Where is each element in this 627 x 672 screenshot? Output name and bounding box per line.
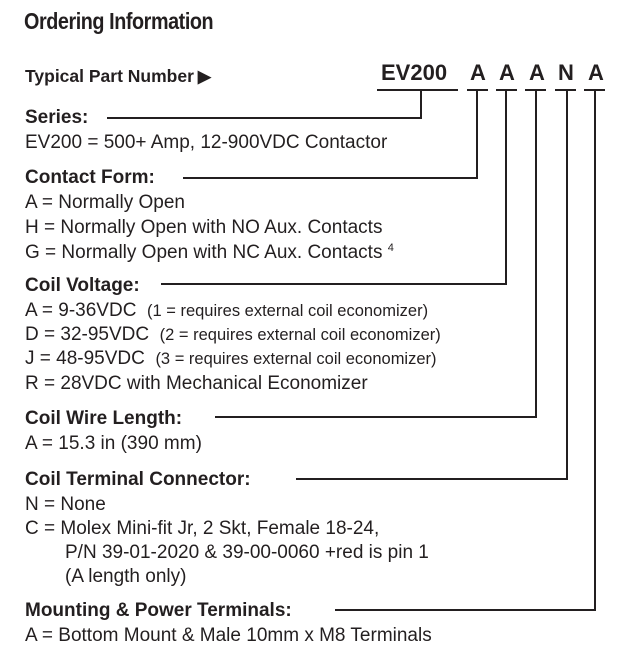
leader-series (108, 90, 421, 118)
coil-voltage-option-a-value: A = 9-36VDC (25, 300, 137, 321)
part-number-code-contact-form: A (470, 60, 486, 85)
coil-terminal-connector-option-c-part-numbers: P/N 39-01-2020 & 39-00-0060 +red is pin 1 (65, 542, 429, 563)
leader-coil-wire-length (216, 90, 536, 417)
typical-part-number-text: Typical Part Number (25, 66, 194, 86)
coil-voltage-option-a-note: (1 = requires external coil economizer) (146, 302, 429, 320)
coil-voltage-option-d-value: D = 32-95VDC (25, 324, 150, 345)
coil-voltage-heading: Coil Voltage: (25, 275, 140, 296)
part-number-code-coil-wire-length: A (529, 60, 545, 85)
footnote-marker: 4 (387, 242, 394, 254)
part-number-code-coil-voltage: A (499, 60, 515, 85)
contact-form-option-h: H = Normally Open with NO Aux. Contacts (25, 217, 383, 238)
contact-form-heading: Contact Form: (25, 167, 155, 188)
leader-mounting-power-terminals (336, 90, 595, 610)
coil-voltage-option-j-value: J = 48-95VDC (25, 348, 145, 369)
part-number-series: EV200 (381, 60, 448, 85)
coil-wire-length-heading: Coil Wire Length: (25, 408, 183, 429)
contact-form-option-a: A = Normally Open (25, 192, 185, 213)
leader-coil-voltage (162, 90, 506, 284)
leader-contact-form (184, 90, 477, 178)
coil-voltage-option-r-value: R = 28VDC with Mechanical Economizer (25, 373, 368, 394)
contact-form-option-g-text: G = Normally Open with NC Aux. Contacts (25, 242, 383, 263)
mounting-power-terminals-heading: Mounting & Power Terminals: (25, 600, 292, 621)
part-number-code-coil-terminal-connector: N (558, 60, 574, 85)
coil-terminal-connector-option-c-note: (A length only) (65, 566, 187, 587)
series-heading: Series: (25, 107, 89, 128)
series-option: EV200 = 500+ Amp, 12-900VDC Contactor (25, 132, 388, 153)
coil-wire-length-option-a: A = 15.3 in (390 mm) (25, 433, 202, 454)
coil-terminal-connector-option-c: C = Molex Mini-fit Jr, 2 Skt, Female 18-24, (25, 518, 380, 539)
right-arrow-icon: ▶ (197, 67, 211, 86)
coil-terminal-connector-option-n: N = None (25, 494, 106, 515)
coil-voltage-option-j-note: (3 = requires external coil economizer) (155, 350, 437, 368)
page-title: Ordering Information (24, 8, 214, 34)
coil-voltage-option-d-note: (2 = requires external coil economizer) (159, 326, 441, 344)
part-number-code-mounting: A (588, 60, 604, 85)
coil-terminal-connector-heading: Coil Terminal Connector: (25, 469, 251, 490)
mounting-power-terminals-option-a: A = Bottom Mount & Male 10mm x M8 Terminals (25, 625, 432, 646)
